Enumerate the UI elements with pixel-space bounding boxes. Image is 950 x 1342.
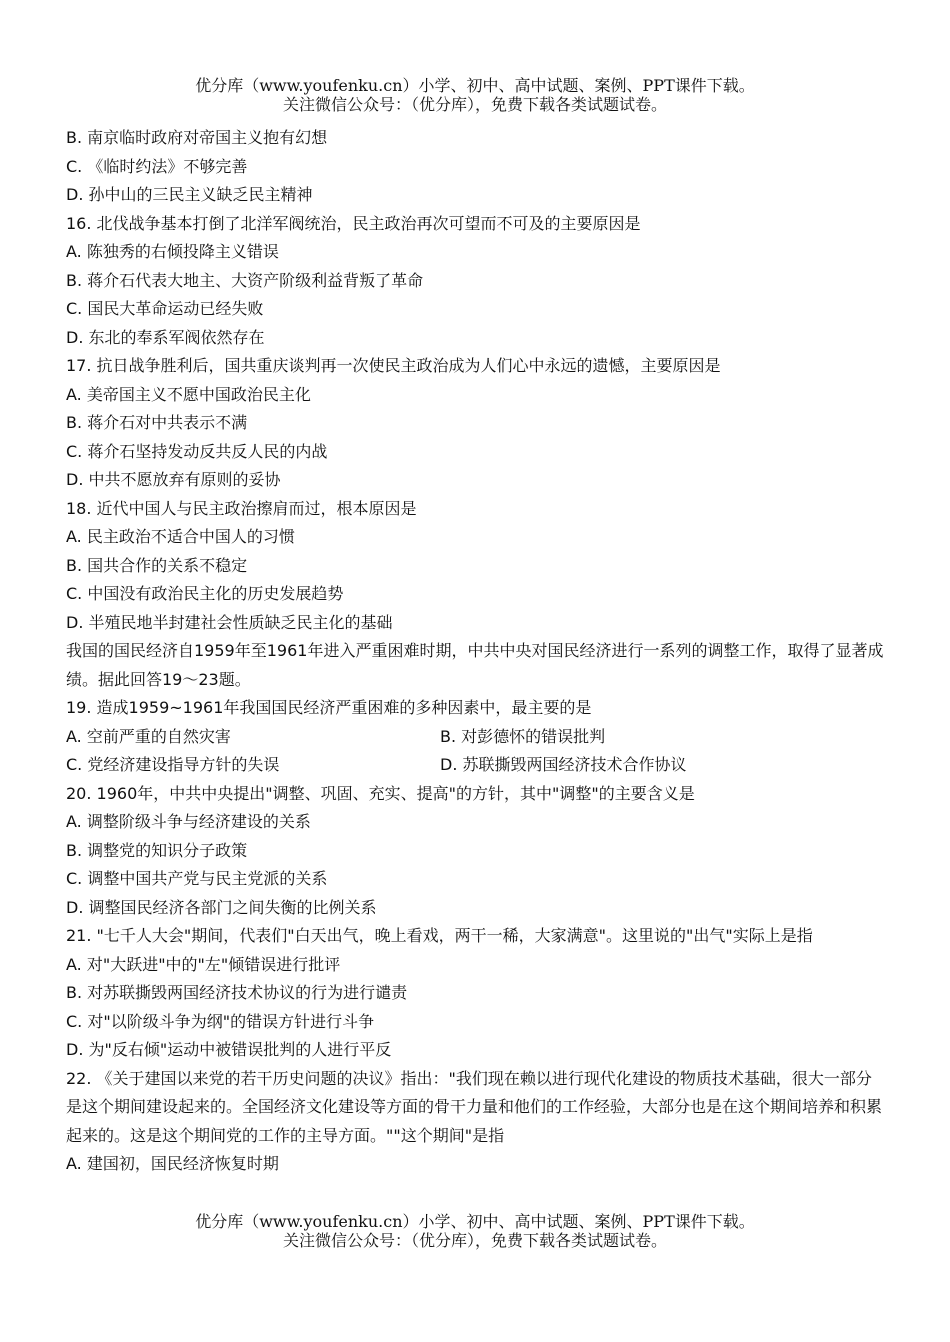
- q21-option-d: D. 为"反右倾"运动中被错误批判的人进行平反: [66, 1040, 392, 1059]
- section-intro: 我国的国民经济自1959年至1961年进入严重困难时期，中共中央对国民经济进行一系列的调整工作，取得了显著成绩。据此回答19～23题。: [66, 641, 884, 689]
- q19-option-d: D. 苏联撕毁两国经济技术合作协议: [440, 755, 687, 774]
- q22-option-a: A. 建国初，国民经济恢复时期: [66, 1154, 279, 1173]
- q19-option-a: A. 空前严重的自然灾害: [66, 726, 231, 746]
- q17-option-d: D. 中共不愿放弃有原则的妥协: [66, 470, 281, 489]
- q17-option-b: B. 蒋介石对中共表示不满: [66, 413, 248, 432]
- q16-stem: 16. 北伐战争基本打倒了北洋军阀统治，民主政治再次可望而不可及的主要原因是: [66, 213, 641, 233]
- q20-option-a: A. 调整阶级斗争与经济建设的关系: [66, 812, 311, 831]
- q15-option-b: B. 南京临时政府对帝国主义抱有幻想: [66, 128, 328, 147]
- q21-option-a: A. 对"大跃进"中的"左"倾错误进行批评: [66, 954, 341, 974]
- q18-option-d: D. 半殖民地半封建社会性质缺乏民主化的基础: [66, 612, 393, 632]
- q21-option-b: B. 对苏联撕毁两国经济技术协议的行为进行谴责: [66, 983, 408, 1002]
- q19-options-row-1: [66, 723, 886, 752]
- q19-stem: 19. 造成1959~1961年我国国民经济严重困难的多种因素中，最主要的是: [66, 698, 592, 717]
- q19-options-row-2: [66, 751, 886, 780]
- q16-option-b: B. 蒋介石代表大地主、大资产阶级利益背叛了革命: [66, 270, 424, 290]
- q20-stem: 20. 1960年，中共中央提出"调整、巩固、充实、提高"的方针，其中"调整"的主要含义是: [66, 783, 695, 803]
- header-line-1: 优分库（www.youfenku.cn）小学、初中、高中试题、案例、PPT课件下载。: [195, 76, 755, 95]
- q18-stem: 18. 近代中国人与民主政治擦肩而过，根本原因是: [66, 498, 417, 518]
- q17-stem: 17. 抗日战争胜利后，国共重庆谈判再一次使民主政治成为人们心中永远的遗憾，主要原因是: [66, 356, 721, 375]
- question-body: [66, 124, 886, 1179]
- page-header: [0, 76, 950, 114]
- q22-stem: 22. 《关于建国以来党的若干历史问题的决议》指出："我们现在赖以进行现代化建设的物质技术基础，很大一部分是这个期间建设起来的。全国经济文化建设等方面的骨干力量和他们的工作经验，大部分也是在这个期间培养和积累起来的。这是这个期间党的工作的主导方面。""这个期间"是指: [66, 1068, 883, 1145]
- q19-option-b: B. 对彭德怀的错误批判: [440, 726, 606, 746]
- footer-line-1: 优分库（www.youfenku.cn）小学、初中、高中试题、案例、PPT课件下载。: [195, 1212, 755, 1231]
- q17-option-c: C. 蒋介石坚持发动反共反人民的内战: [66, 441, 328, 461]
- q18-option-c: C. 中国没有政治民主化的历史发展趋势: [66, 584, 344, 603]
- q15-option-d: D. 孙中山的三民主义缺乏民主精神: [66, 185, 313, 204]
- page-footer: [0, 1212, 950, 1250]
- footer-line-2: 关注微信公众号：（优分库），免费下载各类试题试卷。: [282, 1231, 667, 1250]
- q18-option-a: A. 民主政治不适合中国人的习惯: [66, 527, 295, 546]
- q16-option-c: C. 国民大革命运动已经失败: [66, 299, 264, 318]
- q18-option-b: B. 国共合作的关系不稳定: [66, 555, 248, 575]
- q19-option-c: C. 党经济建设指导方针的失误: [66, 755, 280, 774]
- q17-option-a: A. 美帝国主义不愿中国政治民主化: [66, 384, 311, 404]
- q20-option-c: C. 调整中国共产党与民主党派的关系: [66, 869, 328, 888]
- q21-stem: 21. "七千人大会"期间，代表们"白天出气，晚上看戏，两干一稀，大家满意"。这里说的"出气"实际上是指: [66, 926, 813, 945]
- q21-option-c: C. 对"以阶级斗争为纲"的错误方针进行斗争: [66, 1011, 375, 1031]
- q20-option-b: B. 调整党的知识分子政策: [66, 840, 248, 860]
- q16-option-d: D. 东北的奉系军阀依然存在: [66, 327, 265, 347]
- q15-option-c: C. 《临时约法》不够完善: [66, 156, 248, 176]
- header-line-2: 关注微信公众号：（优分库），免费下载各类试题试卷。: [282, 95, 667, 114]
- q20-option-d: D. 调整国民经济各部门之间失衡的比例关系: [66, 897, 377, 917]
- q16-option-a: A. 陈独秀的右倾投降主义错误: [66, 242, 279, 261]
